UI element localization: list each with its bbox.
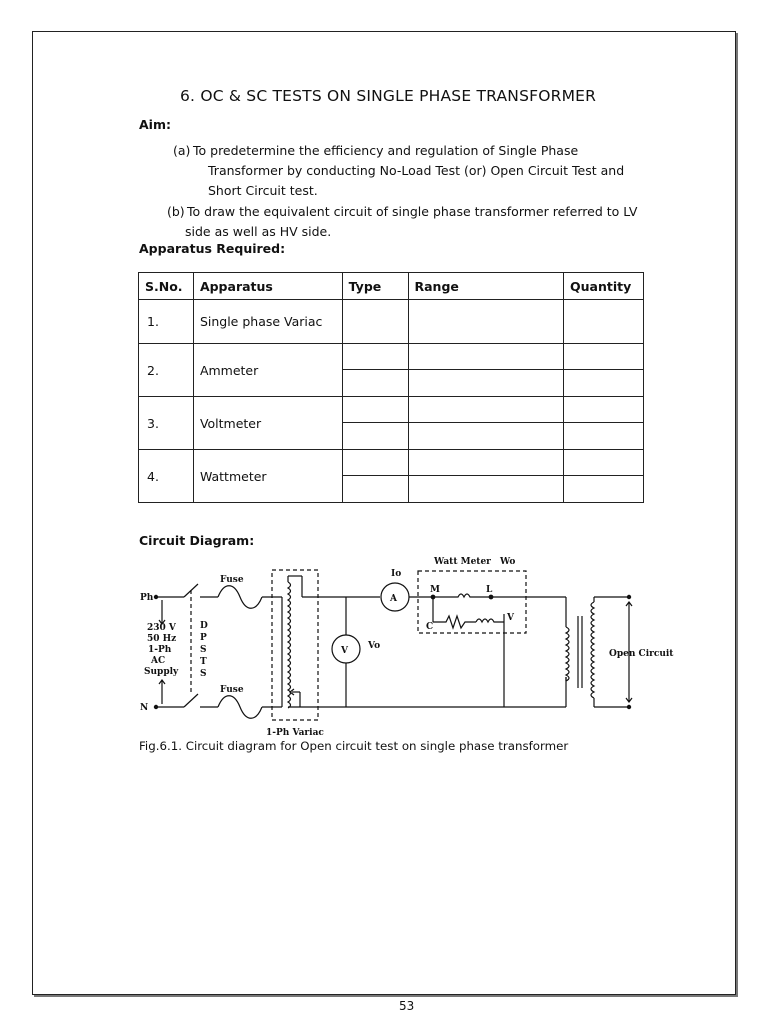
label-dpst-5: S	[200, 669, 207, 679]
row-apparatus: Single phase Variac	[193, 300, 342, 344]
row-quantity-cell	[564, 423, 644, 450]
label-supply-1: 230 V	[147, 623, 176, 633]
row-sno: 1.	[139, 300, 194, 344]
label-dpst-2: P	[200, 633, 207, 643]
label-n: N	[140, 703, 149, 713]
circuit-heading: Circuit Diagram:	[139, 533, 255, 548]
label-dpst-4: T	[200, 657, 207, 667]
col-type: Type	[342, 273, 408, 300]
row-apparatus: Voltmeter	[193, 397, 342, 450]
aim-a-line-3: Short Circuit test.	[208, 183, 318, 198]
row-range-cell	[408, 370, 564, 397]
apparatus-table	[138, 272, 644, 503]
row-sno: 4.	[139, 450, 194, 503]
label-supply-3: 1-Ph	[148, 645, 172, 655]
row-quantity-cell	[564, 397, 644, 423]
table-header-row	[139, 273, 644, 300]
label-wattmeter: Watt Meter	[434, 557, 491, 567]
aim-b-line-1: To draw the equivalent circuit of single phase transformer referred to LV	[187, 204, 638, 219]
row-quantity-cell	[564, 370, 644, 397]
row-type-cell	[342, 344, 408, 370]
aim-a-line-1: To predetermine the efficiency and regulation of Single Phase	[193, 143, 579, 158]
table-row	[139, 300, 644, 344]
row-type-cell	[342, 450, 408, 476]
table-row	[139, 397, 644, 423]
row-sno: 3.	[139, 397, 194, 450]
row-range-cell	[408, 397, 564, 423]
aim-item-b	[167, 202, 667, 244]
label-dpst-1: D	[200, 621, 208, 631]
circuit-diagram	[136, 552, 681, 738]
label-io: Io	[391, 569, 402, 579]
row-range-cell	[408, 476, 564, 503]
table-row	[139, 344, 644, 370]
col-range: Range	[408, 273, 564, 300]
label-dpst-3: S	[200, 645, 207, 655]
row-range-cell	[408, 300, 564, 344]
row-quantity-cell	[564, 344, 644, 370]
row-quantity-cell	[564, 300, 644, 344]
label-v: V	[507, 613, 514, 623]
label-c: C	[426, 622, 434, 632]
row-apparatus: Ammeter	[193, 344, 342, 397]
col-apparatus: Apparatus	[193, 273, 342, 300]
label-fuse-top: Fuse	[220, 575, 244, 585]
label-supply-2: 50 Hz	[147, 634, 177, 644]
figure-caption: Fig.6.1. Circuit diagram for Open circuit test on single phase transformer	[139, 739, 569, 753]
row-range-cell	[408, 450, 564, 476]
label-open-circuit: Open Circuit	[609, 649, 674, 659]
row-range-cell	[408, 423, 564, 450]
row-type-cell	[342, 300, 408, 344]
label-l: L	[486, 585, 493, 595]
apparatus-heading: Apparatus Required:	[139, 241, 286, 256]
aim-b-line-2: side as well as HV side.	[185, 224, 332, 239]
row-type-cell	[342, 370, 408, 397]
row-type-cell	[342, 423, 408, 450]
row-apparatus: Wattmeter	[193, 450, 342, 503]
table-row	[139, 450, 644, 476]
aim-a-line-2: Transformer by conducting No-Load Test (or) Open Circuit Test and	[208, 163, 625, 178]
col-quantity: Quantity	[564, 273, 644, 300]
label-fuse-bottom: Fuse	[220, 685, 244, 695]
label-m: M	[430, 585, 440, 595]
label-vo: Vo	[368, 641, 381, 651]
ammeter-symbol: A	[390, 594, 397, 604]
row-quantity-cell	[564, 476, 644, 503]
aim-item-a	[173, 141, 653, 203]
label-supply-5: Supply	[144, 667, 179, 677]
page-number: 53	[399, 999, 415, 1013]
col-sno: S.No.	[139, 273, 194, 300]
row-quantity-cell	[564, 450, 644, 476]
label-variac: 1-Ph Variac	[266, 728, 324, 738]
page-title: 6. OC & SC TESTS ON SINGLE PHASE TRANSFORMER	[180, 87, 597, 105]
aim-marker-b: (b)	[167, 204, 185, 219]
aim-marker-a: (a)	[173, 143, 191, 158]
row-type-cell	[342, 476, 408, 503]
row-sno: 2.	[139, 344, 194, 397]
aim-heading: Aim:	[139, 117, 171, 132]
label-supply-4: AC	[151, 656, 166, 666]
voltmeter-symbol: V	[341, 646, 348, 656]
row-type-cell	[342, 397, 408, 423]
label-wo: Wo	[500, 557, 516, 567]
row-range-cell	[408, 344, 564, 370]
label-ph: Ph	[140, 593, 154, 603]
